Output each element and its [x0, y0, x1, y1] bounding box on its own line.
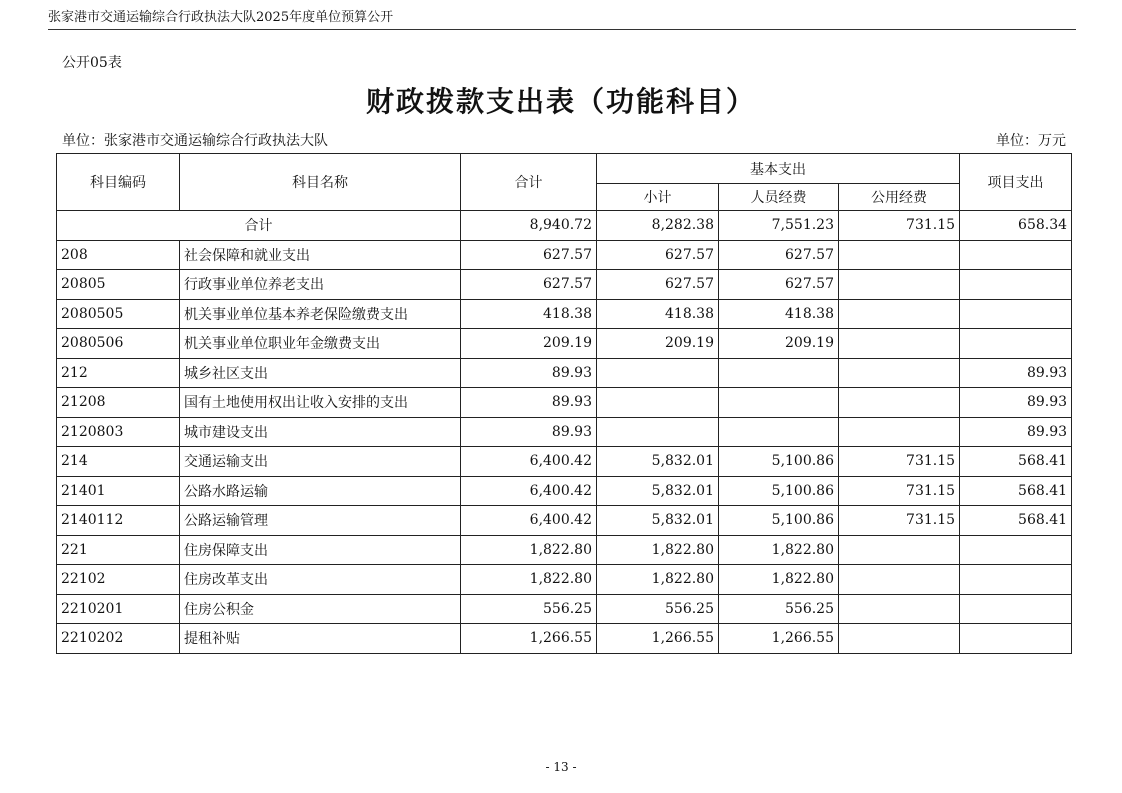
- table-row: [57, 417, 1072, 447]
- cell-subtotal: 556.25: [597, 594, 719, 624]
- cell-code: 2210201: [57, 594, 180, 624]
- cell-name: 机关事业单位职业年金缴费支出: [180, 329, 461, 359]
- cell-code: 2210202: [57, 624, 180, 654]
- cell-project: [960, 270, 1072, 300]
- cell-name: 机关事业单位基本养老保险缴费支出: [180, 299, 461, 329]
- column-header-name: 科目名称: [180, 154, 461, 211]
- cell-code: 20805: [57, 270, 180, 300]
- cell-public: [839, 535, 960, 565]
- total-public: 731.15: [839, 211, 960, 241]
- table-row: [57, 388, 1072, 418]
- cell-public: 731.15: [839, 447, 960, 477]
- cell-subtotal: 209.19: [597, 329, 719, 359]
- cell-total: 1,822.80: [461, 565, 597, 595]
- cell-public: [839, 624, 960, 654]
- column-header-subtotal: 小计: [597, 184, 719, 211]
- cell-code: 22102: [57, 565, 180, 595]
- cell-subtotal: 1,822.80: [597, 565, 719, 595]
- column-header-total: 合计: [461, 154, 597, 211]
- cell-public: 731.15: [839, 506, 960, 536]
- cell-name: 城乡社区支出: [180, 358, 461, 388]
- cell-code: 21208: [57, 388, 180, 418]
- cell-total: 89.93: [461, 388, 597, 418]
- cell-public: [839, 270, 960, 300]
- cell-project: 89.93: [960, 417, 1072, 447]
- cell-name: 城市建设支出: [180, 417, 461, 447]
- cell-code: 208: [57, 240, 180, 270]
- cell-name: 公路水路运输: [180, 476, 461, 506]
- cell-public: [839, 299, 960, 329]
- cell-total: 627.57: [461, 240, 597, 270]
- cell-personnel: 5,100.86: [719, 476, 839, 506]
- table-row: [57, 535, 1072, 565]
- cell-public: [839, 417, 960, 447]
- cell-project: 568.41: [960, 476, 1072, 506]
- cell-project: [960, 329, 1072, 359]
- cell-personnel: [719, 358, 839, 388]
- table-row: [57, 565, 1072, 595]
- cell-public: [839, 594, 960, 624]
- cell-project: [960, 535, 1072, 565]
- cell-subtotal: [597, 417, 719, 447]
- table-row: [57, 447, 1072, 477]
- cell-code: 221: [57, 535, 180, 565]
- cell-personnel: [719, 388, 839, 418]
- column-header-personnel: 人员经费: [719, 184, 839, 211]
- cell-public: [839, 329, 960, 359]
- column-header-public: 公用经费: [839, 184, 960, 211]
- table-row: [57, 624, 1072, 654]
- column-header-project: 项目支出: [960, 154, 1072, 211]
- cell-project: 89.93: [960, 358, 1072, 388]
- cell-subtotal: 5,832.01: [597, 447, 719, 477]
- cell-public: [839, 565, 960, 595]
- cell-project: [960, 624, 1072, 654]
- cell-personnel: 209.19: [719, 329, 839, 359]
- cell-name: 住房改革支出: [180, 565, 461, 595]
- table-row: [57, 506, 1072, 536]
- table-row: [57, 358, 1072, 388]
- cell-total: 89.93: [461, 417, 597, 447]
- running-header: 张家港市交通运输综合行政执法大队2025年度单位预算公开: [48, 6, 1076, 30]
- cell-personnel: 627.57: [719, 270, 839, 300]
- column-header-basic: 基本支出: [597, 154, 960, 184]
- cell-total: 1,822.80: [461, 535, 597, 565]
- total-project: 658.34: [960, 211, 1072, 241]
- cell-subtotal: 5,832.01: [597, 506, 719, 536]
- cell-personnel: 5,100.86: [719, 506, 839, 536]
- cell-project: 568.41: [960, 447, 1072, 477]
- cell-personnel: 1,822.80: [719, 565, 839, 595]
- table-row: [57, 329, 1072, 359]
- cell-project: 568.41: [960, 506, 1072, 536]
- cell-total: 89.93: [461, 358, 597, 388]
- cell-personnel: 5,100.86: [719, 447, 839, 477]
- reporting-unit: 单位：张家港市交通运输综合行政执法大队: [62, 133, 328, 149]
- column-header-code: 科目编码: [57, 154, 180, 211]
- cell-subtotal: 5,832.01: [597, 476, 719, 506]
- cell-total: 418.38: [461, 299, 597, 329]
- cell-personnel: 418.38: [719, 299, 839, 329]
- cell-personnel: 1,266.55: [719, 624, 839, 654]
- table-row: [57, 594, 1072, 624]
- cell-total: 1,266.55: [461, 624, 597, 654]
- budget-table: [56, 153, 1072, 654]
- cell-subtotal: 627.57: [597, 270, 719, 300]
- cell-subtotal: 418.38: [597, 299, 719, 329]
- cell-personnel: 627.57: [719, 240, 839, 270]
- cell-name: 交通运输支出: [180, 447, 461, 477]
- cell-name: 提租补贴: [180, 624, 461, 654]
- table-row: [57, 240, 1072, 270]
- cell-name: 国有土地使用权出让收入安排的支出: [180, 388, 461, 418]
- page-number: - 13 -: [545, 760, 577, 774]
- page-title: 财政拨款支出表（功能科目）: [365, 85, 756, 118]
- cell-name: 社会保障和就业支出: [180, 240, 461, 270]
- cell-project: [960, 565, 1072, 595]
- cell-subtotal: [597, 358, 719, 388]
- cell-public: [839, 240, 960, 270]
- currency-unit: 单位：万元: [996, 133, 1066, 149]
- cell-total: 6,400.42: [461, 506, 597, 536]
- cell-total: 627.57: [461, 270, 597, 300]
- form-number: 公开05表: [62, 55, 122, 71]
- total-total: 8,940.72: [461, 211, 597, 241]
- cell-subtotal: 627.57: [597, 240, 719, 270]
- cell-project: 89.93: [960, 388, 1072, 418]
- cell-total: 6,400.42: [461, 476, 597, 506]
- cell-code: 214: [57, 447, 180, 477]
- table-row: [57, 270, 1072, 300]
- cell-personnel: 1,822.80: [719, 535, 839, 565]
- cell-total: 556.25: [461, 594, 597, 624]
- cell-personnel: [719, 417, 839, 447]
- total-personnel: 7,551.23: [719, 211, 839, 241]
- cell-total: 209.19: [461, 329, 597, 359]
- cell-project: [960, 594, 1072, 624]
- cell-total: 6,400.42: [461, 447, 597, 477]
- cell-public: [839, 358, 960, 388]
- cell-name: 公路运输管理: [180, 506, 461, 536]
- cell-code: 21401: [57, 476, 180, 506]
- cell-public: 731.15: [839, 476, 960, 506]
- total-row: [57, 211, 1072, 241]
- table-row: [57, 299, 1072, 329]
- cell-personnel: 556.25: [719, 594, 839, 624]
- cell-name: 住房公积金: [180, 594, 461, 624]
- cell-subtotal: 1,266.55: [597, 624, 719, 654]
- cell-public: [839, 388, 960, 418]
- cell-code: 212: [57, 358, 180, 388]
- cell-subtotal: 1,822.80: [597, 535, 719, 565]
- cell-name: 住房保障支出: [180, 535, 461, 565]
- cell-code: 2080506: [57, 329, 180, 359]
- cell-code: 2080505: [57, 299, 180, 329]
- cell-code: 2120803: [57, 417, 180, 447]
- cell-project: [960, 299, 1072, 329]
- cell-code: 2140112: [57, 506, 180, 536]
- cell-project: [960, 240, 1072, 270]
- total-label: 合计: [57, 211, 461, 241]
- cell-subtotal: [597, 388, 719, 418]
- total-subtotal: 8,282.38: [597, 211, 719, 241]
- cell-name: 行政事业单位养老支出: [180, 270, 461, 300]
- table-row: [57, 476, 1072, 506]
